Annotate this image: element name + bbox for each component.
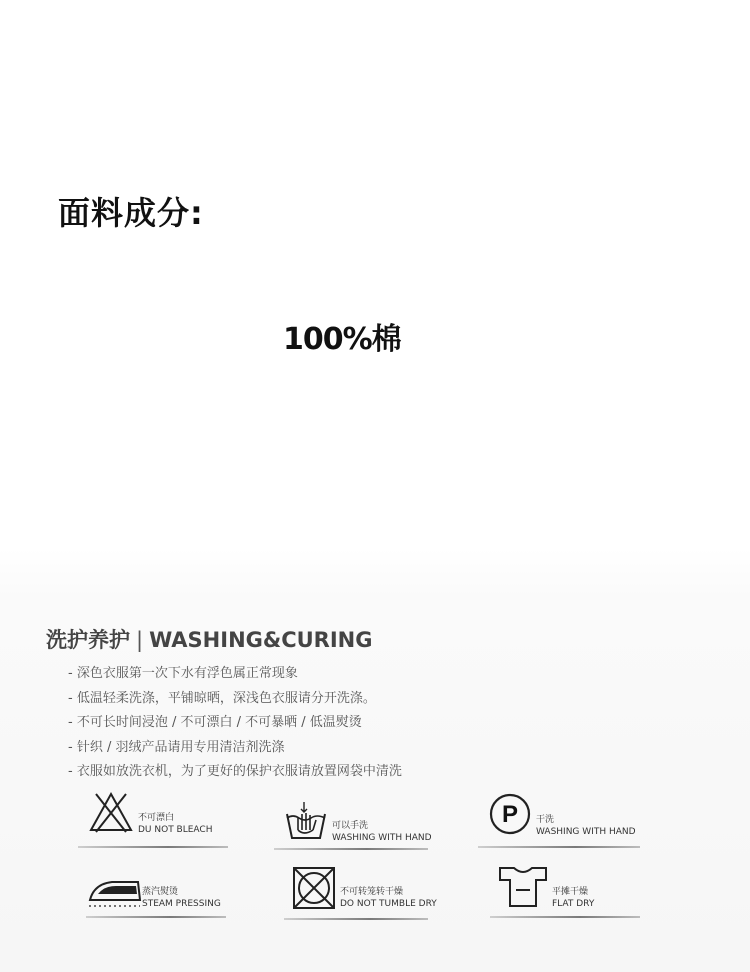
no-bleach-icon <box>88 790 134 834</box>
symbol-underline <box>78 846 228 848</box>
care-symbol-steam-iron <box>86 870 221 910</box>
symbol-label-cn: 不可转笼转干燥 <box>340 887 404 897</box>
symbol-label-cn: 平摊干燥 <box>552 887 589 897</box>
care-heading-en: WASHING&CURING <box>149 628 373 652</box>
symbol-label-cn: 干洗 <box>536 815 555 825</box>
care-symbol-no-tumble-dry <box>292 866 437 910</box>
fabric-composition-value: 100%棉 <box>283 322 401 357</box>
steam-iron-icon <box>86 870 142 910</box>
flat-dry-icon <box>498 866 548 908</box>
care-instruction: - 不可长时间浸泡 / 不可漂白 / 不可暴晒 / 低温熨烫 <box>68 715 362 730</box>
care-heading-separator: | <box>136 628 144 652</box>
hand-wash-icon <box>284 800 328 842</box>
symbol-underline <box>86 916 226 918</box>
care-instruction: - 深色衣服第一次下水有浮色属正常现象 <box>68 666 298 681</box>
symbol-underline <box>274 848 428 850</box>
symbol-underline <box>490 916 640 918</box>
symbol-label-cn: 可以手洗 <box>332 821 369 831</box>
symbol-underline <box>478 846 640 848</box>
symbol-label-en: FLAT DRY <box>552 899 595 909</box>
symbol-label-en: DO NOT TUMBLE DRY <box>340 899 437 909</box>
care-symbol-hand-wash <box>284 800 432 844</box>
care-instruction: - 针织 / 羽绒产品请用专用清洁剂洗涤 <box>68 739 285 755</box>
symbol-label-en: DU NOT BLEACH <box>138 825 213 835</box>
svg-text:P: P <box>501 801 519 828</box>
no-tumble-dry-icon <box>292 866 336 910</box>
care-instruction: - 衣服如放洗衣机，为了更好的保护衣服请放置网袋中清洗 <box>68 764 402 779</box>
dry-clean-p-icon <box>488 792 532 836</box>
symbol-underline <box>284 918 428 920</box>
care-symbol-no-bleach <box>88 790 212 836</box>
fabric-composition-title: 面料成分: <box>58 194 204 232</box>
symbol-label-cn: 蒸汽熨烫 <box>142 887 179 897</box>
care-instruction: - 低温轻柔洗涤，平铺晾晒，深浅色衣服请分开洗涤。 <box>68 690 376 706</box>
symbol-label-en: WASHING WITH HAND <box>536 827 636 837</box>
care-instructions-list <box>68 662 402 785</box>
symbol-label-en: WASHING WITH HAND <box>332 833 432 843</box>
care-heading-cn: 洗护养护 <box>46 628 130 652</box>
symbol-label-en: STEAM PRESSING <box>142 899 221 909</box>
care-symbol-dry-clean <box>488 792 636 838</box>
symbol-label-cn: 不可漂白 <box>138 813 175 823</box>
care-symbol-flat-dry <box>498 866 594 910</box>
care-heading <box>46 624 372 654</box>
